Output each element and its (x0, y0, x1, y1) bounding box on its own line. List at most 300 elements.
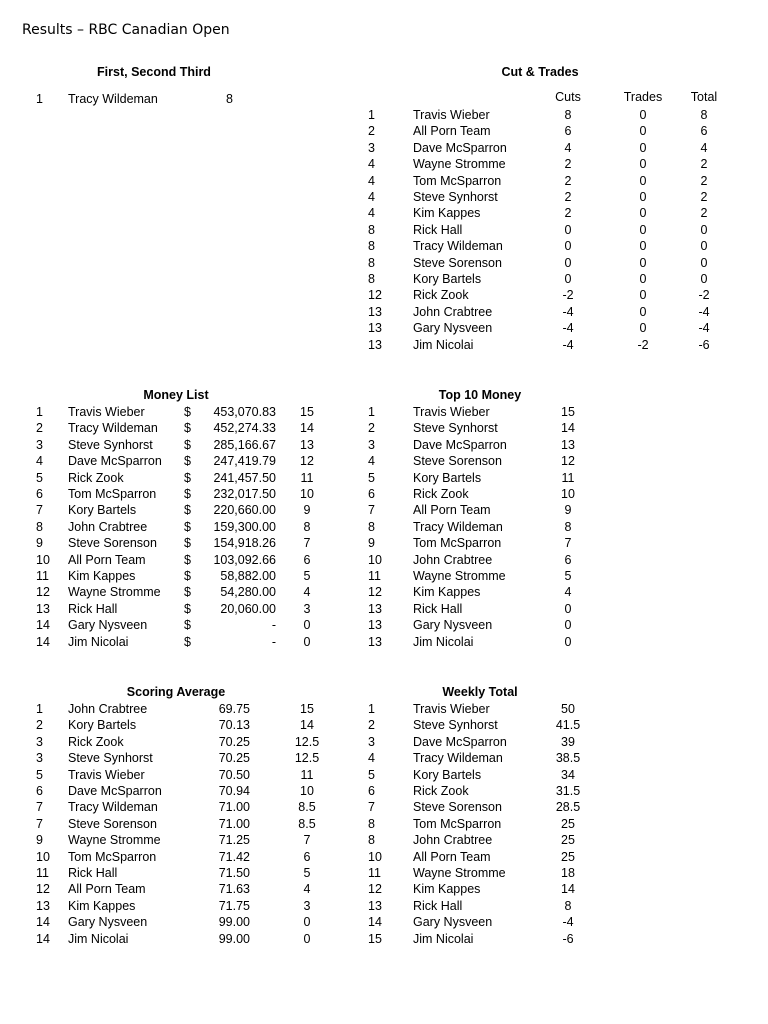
cell-points: 5 (303, 866, 311, 880)
cell-points: 14 (300, 718, 314, 733)
cell-points: 8.5 (298, 800, 316, 815)
cell-currency: $ (184, 454, 191, 469)
cell-rank: 11 (368, 569, 381, 583)
cell-points: 10 (300, 784, 314, 798)
cell-average: 71.50 (218, 866, 250, 880)
cell-rank: 13 (36, 601, 50, 616)
cell-trades: -2 (637, 337, 649, 352)
cell-total: 6 (700, 124, 708, 139)
cell-name: Tracy Wildeman (68, 421, 158, 436)
cell-rank: 4 (368, 173, 375, 188)
cell-name: Steve Sorenson (413, 454, 502, 469)
cell-points: 5 (564, 569, 572, 583)
cell-points: 4 (303, 585, 311, 600)
cell-average: 99.00 (218, 915, 250, 930)
cell-trades: 0 (639, 206, 647, 221)
cell-points: 11 (300, 470, 314, 485)
cell-total: 0 (700, 272, 708, 286)
cell-name: Rick Hall (413, 601, 463, 616)
cell-rank: 8 (368, 519, 375, 534)
cell-rank: 7 (36, 816, 43, 831)
cell-points: 15 (300, 405, 314, 419)
cell-name: All Porn Team (413, 124, 491, 139)
cell-rank: 8 (368, 816, 375, 831)
cell-name: Rick Zook (413, 784, 469, 798)
cell-average: 70.13 (218, 718, 250, 733)
cell-points: 0 (303, 634, 311, 649)
cell-rank: 4 (368, 454, 375, 469)
cell-amount: 232,017.50 (213, 487, 276, 501)
cell-points: 6 (303, 849, 311, 864)
cell-trades: 0 (639, 157, 647, 172)
cell-total: 41.5 (555, 718, 581, 733)
cell-rank: 12 (368, 288, 382, 303)
cell-amount: - (271, 634, 276, 649)
cell-total: -4 (562, 915, 574, 930)
cell-amount: 103,092.66 (213, 552, 276, 567)
cell-points: 0 (564, 618, 572, 633)
cell-rank: 14 (36, 931, 50, 946)
cell-points: 10 (561, 487, 575, 501)
cell-average: 71.25 (218, 833, 250, 848)
cell-rank: 1 (368, 108, 375, 122)
cell-average: 70.94 (218, 784, 250, 798)
cell-trades: 0 (639, 222, 647, 237)
cut-trades-title: Cut & Trades (501, 65, 579, 79)
cell-cuts: 8 (564, 108, 572, 122)
cell-name: Travis Wieber (413, 108, 490, 122)
cell-points: 15 (300, 702, 314, 716)
cell-trades: 0 (639, 173, 647, 188)
cell-points: 3 (303, 898, 311, 913)
cell-rank: 13 (368, 337, 382, 352)
money-list-title: Money List (143, 388, 209, 402)
cell-name: Tom McSparron (413, 536, 502, 551)
cell-name: Jim Nicolai (413, 634, 474, 649)
cell-average: 70.25 (218, 751, 250, 766)
cell-rank: 1 (368, 702, 375, 716)
cell-name: Travis Wieber (413, 405, 490, 419)
cell-trades: 0 (639, 108, 647, 122)
cell-average: 70.25 (218, 734, 250, 749)
cell-trades: 0 (639, 140, 647, 155)
cell-average: 70.50 (218, 767, 250, 782)
cell-amount: 247,419.79 (213, 454, 276, 469)
cell-name: Steve Synhorst (68, 751, 153, 766)
cell-points: 12.5 (294, 751, 320, 766)
cell-points: 7 (303, 536, 311, 551)
cell-cuts: 6 (564, 124, 572, 139)
cell-cuts: 2 (564, 157, 572, 172)
cell-total: 2 (700, 157, 708, 172)
cell-rank: 2 (368, 421, 375, 436)
cell-rank: 5 (36, 470, 43, 485)
cell-rank: 8 (36, 519, 43, 534)
cell-currency: $ (184, 601, 191, 616)
cell-name: John Crabtree (413, 304, 493, 319)
cell-points: 7 (564, 536, 572, 551)
cell-name: Dave McSparron (413, 734, 507, 749)
cell-rank: 12 (36, 585, 50, 600)
scoring-average-title: Scoring Average (126, 685, 226, 699)
cell-amount: 159,300.00 (213, 519, 276, 534)
cell-cuts: 2 (564, 173, 572, 188)
cell-average: 71.63 (218, 882, 250, 897)
cell-points: 11 (561, 470, 575, 485)
cell-trades: 0 (639, 321, 647, 336)
cell-currency: $ (184, 618, 191, 633)
cell-total: -2 (698, 288, 710, 303)
cell-name: Dave McSparron (68, 784, 162, 798)
cell-name: Wayne Stromme (68, 585, 161, 600)
cell-total: 2 (700, 190, 708, 204)
cell-total: 31.5 (555, 784, 581, 798)
cell-currency: $ (184, 487, 191, 501)
cell-name: All Porn Team (68, 882, 146, 897)
cell-amount: 54,280.00 (220, 585, 276, 600)
cell-name: Tracy Wildeman (68, 92, 158, 106)
cell-name: Travis Wieber (413, 702, 490, 716)
cell-total: 25 (561, 833, 575, 848)
cell-name: Steve Sorenson (68, 536, 157, 551)
cell-points: 4 (564, 585, 572, 600)
cell-total: 25 (561, 816, 575, 831)
cell-points: 5 (303, 569, 311, 583)
cell-total: 18 (561, 866, 575, 880)
cell-currency: $ (184, 437, 191, 452)
cell-amount: 241,457.50 (213, 470, 276, 485)
cell-rank: 13 (368, 634, 382, 649)
cell-name: Wayne Stromme (413, 569, 506, 583)
total-column-header: Total (690, 90, 718, 104)
cell-name: Tom McSparron (413, 816, 502, 831)
cell-rank: 2 (36, 718, 43, 733)
cell-points: 13 (561, 437, 575, 452)
cell-total: -6 (698, 337, 710, 352)
cell-cuts: 2 (564, 190, 572, 204)
cell-name: John Crabtree (68, 702, 148, 716)
cell-name: Kim Kappes (68, 898, 136, 913)
cell-points: 4 (303, 882, 311, 897)
cell-points: 0 (303, 618, 311, 633)
cell-rank: 11 (36, 866, 49, 880)
cell-rank: 2 (368, 718, 375, 733)
cell-total: 8 (700, 108, 708, 122)
cell-name: Rick Zook (68, 734, 124, 749)
cell-name: Steve Sorenson (413, 800, 502, 815)
cell-name: Gary Nysveen (68, 618, 148, 633)
cell-name: Kory Bartels (413, 272, 482, 286)
cell-name: Gary Nysveen (413, 618, 493, 633)
cell-rank: 7 (36, 800, 43, 815)
cell-cuts: 4 (564, 140, 572, 155)
trades-column-header: Trades (623, 90, 663, 104)
cell-trades: 0 (639, 124, 647, 139)
cell-points: 6 (303, 552, 311, 567)
cell-name: Dave McSparron (68, 454, 162, 469)
cell-rank: 12 (36, 882, 50, 897)
cell-rank: 13 (368, 601, 382, 616)
cell-name: Wayne Stromme (68, 833, 161, 848)
cell-rank: 6 (368, 784, 375, 798)
cell-average: 71.75 (218, 898, 250, 913)
cell-total: 34 (561, 767, 575, 782)
cell-rank: 12 (368, 585, 382, 600)
cell-points: 12.5 (294, 734, 320, 749)
cell-points: 8 (303, 519, 311, 534)
cell-rank: 4 (36, 454, 43, 469)
cell-rank: 14 (368, 915, 382, 930)
cell-amount: 220,660.00 (213, 503, 276, 518)
cell-points: 0 (303, 915, 311, 930)
cell-points: 15 (561, 405, 575, 419)
cell-name: Jim Nicolai (413, 337, 474, 352)
cell-rank: 6 (36, 487, 43, 501)
cell-average: 99.00 (218, 931, 250, 946)
cell-name: Kim Kappes (413, 206, 481, 221)
cell-average: 71.42 (218, 849, 250, 864)
cell-amount: - (271, 618, 276, 633)
cell-currency: $ (184, 569, 191, 583)
cell-rank: 8 (368, 222, 375, 237)
cell-average: 71.00 (218, 816, 250, 831)
cell-name: Gary Nysveen (413, 321, 493, 336)
cell-rank: 13 (368, 304, 382, 319)
cell-trades: 0 (639, 190, 647, 204)
cell-cuts: 2 (564, 206, 572, 221)
cell-name: Rick Zook (68, 470, 124, 485)
cell-cuts: -2 (562, 288, 574, 303)
cell-amount: 58,882.00 (220, 569, 276, 583)
cell-rank: 11 (368, 866, 381, 880)
cell-rank: 5 (368, 767, 375, 782)
cell-rank: 14 (36, 634, 50, 649)
page-title: Results – RBC Canadian Open (22, 22, 230, 38)
cell-rank: 7 (36, 503, 43, 518)
cell-rank: 9 (36, 536, 43, 551)
cell-name: Tracy Wildeman (413, 751, 503, 766)
cell-points: 0 (564, 601, 572, 616)
cell-currency: $ (184, 519, 191, 534)
cell-name: Steve Synhorst (68, 437, 153, 452)
cell-name: Kim Kappes (68, 569, 136, 583)
cell-rank: 6 (368, 487, 375, 501)
cell-points: 12 (300, 454, 314, 469)
cell-currency: $ (184, 536, 191, 551)
cell-cuts: -4 (562, 304, 574, 319)
cell-total: 4 (700, 140, 708, 155)
cuts-column-header: Cuts (555, 90, 581, 104)
cell-total: 14 (561, 882, 575, 897)
cell-trades: 0 (639, 255, 647, 270)
cell-currency: $ (184, 470, 191, 485)
cell-rank: 13 (368, 618, 382, 633)
cell-rank: 4 (368, 190, 375, 204)
cell-trades: 0 (639, 239, 647, 254)
cell-rank: 3 (36, 751, 43, 766)
cell-name: All Porn Team (68, 552, 146, 567)
cell-total: 50 (561, 702, 575, 716)
cell-rank: 13 (368, 321, 382, 336)
cell-points: 12 (561, 454, 575, 469)
cell-rank: 3 (36, 437, 43, 452)
cell-rank: 14 (36, 915, 50, 930)
cell-name: Kim Kappes (413, 882, 481, 897)
cell-cuts: -4 (562, 321, 574, 336)
cell-cuts: 0 (564, 272, 572, 286)
cell-currency: $ (184, 552, 191, 567)
cell-rank: 13 (36, 898, 50, 913)
cell-name: Steve Synhorst (413, 718, 498, 733)
cell-rank: 9 (368, 536, 375, 551)
cell-points: 9 (564, 503, 572, 518)
first-second-third-title: First, Second Third (97, 65, 211, 79)
cell-points: 10 (300, 487, 314, 501)
cell-amount: 453,070.83 (213, 405, 276, 419)
cell-name: All Porn Team (413, 503, 491, 518)
cell-total: 0 (700, 255, 708, 270)
cell-rank: 6 (36, 784, 43, 798)
cell-rank: 4 (368, 206, 375, 221)
cell-points: 8 (226, 92, 233, 106)
cell-total: 0 (700, 239, 708, 254)
cell-average: 69.75 (218, 702, 250, 716)
cell-amount: 285,166.67 (213, 437, 276, 452)
cell-trades: 0 (639, 288, 647, 303)
cell-rank: 3 (368, 140, 375, 155)
cell-rank: 14 (36, 618, 50, 633)
cell-points: 3 (303, 601, 311, 616)
cell-total: 25 (561, 849, 575, 864)
cell-name: Rick Zook (413, 288, 469, 303)
cell-points: 9 (303, 503, 311, 518)
cell-name: Tracy Wildeman (68, 800, 158, 815)
cell-currency: $ (184, 421, 191, 436)
cell-name: Steve Sorenson (68, 816, 157, 831)
cell-rank: 5 (36, 767, 43, 782)
cell-rank: 1 (36, 702, 43, 716)
cell-cuts: 0 (564, 255, 572, 270)
cell-name: Tom McSparron (68, 487, 157, 501)
cell-name: Rick Hall (68, 601, 118, 616)
cell-currency: $ (184, 585, 191, 600)
cell-rank: 13 (368, 898, 382, 913)
cell-rank: 3 (368, 437, 375, 452)
cell-points: 7 (303, 833, 311, 848)
cell-name: Gary Nysveen (413, 915, 493, 930)
cell-rank: 10 (36, 849, 50, 864)
cell-name: Dave McSparron (413, 140, 507, 155)
cell-total: -4 (698, 321, 710, 336)
cell-currency: $ (184, 503, 191, 518)
cell-name: Steve Synhorst (413, 421, 498, 436)
cell-name: Rick Hall (413, 898, 463, 913)
cell-rank: 7 (368, 800, 375, 815)
cell-rank: 11 (36, 569, 49, 583)
cell-rank: 7 (368, 503, 375, 518)
cell-total: 2 (700, 206, 708, 221)
cell-name: Rick Hall (413, 222, 463, 237)
cell-cuts: -4 (562, 337, 574, 352)
cell-points: 0 (303, 931, 311, 946)
cell-name: Tracy Wildeman (413, 519, 503, 534)
cell-name: Tom McSparron (68, 849, 157, 864)
cell-points: 14 (561, 421, 575, 436)
cell-rank: 5 (368, 470, 375, 485)
cell-points: 6 (564, 552, 572, 567)
cell-name: Jim Nicolai (413, 931, 474, 946)
cell-name: Rick Zook (413, 487, 469, 501)
cell-average: 71.00 (218, 800, 250, 815)
weekly-total-title: Weekly Total (442, 685, 518, 699)
cell-total: -6 (562, 931, 574, 946)
cell-points: 8.5 (298, 816, 316, 831)
cell-name: Rick Hall (68, 866, 118, 880)
cell-rank: 3 (36, 734, 43, 749)
cell-name: John Crabtree (413, 552, 493, 567)
cell-rank: 10 (368, 552, 382, 567)
cell-trades: 0 (639, 304, 647, 319)
cell-name: John Crabtree (413, 833, 493, 848)
cell-rank: 15 (368, 931, 382, 946)
cell-rank: 8 (368, 255, 375, 270)
cell-name: Dave McSparron (413, 437, 507, 452)
cell-points: 14 (300, 421, 314, 436)
cell-rank: 8 (368, 239, 375, 254)
cell-name: Tracy Wildeman (413, 239, 503, 254)
cell-rank: 1 (368, 405, 375, 419)
cell-name: Gary Nysveen (68, 915, 148, 930)
cell-currency: $ (184, 634, 191, 649)
cell-total: 39 (561, 734, 575, 749)
cell-rank: 4 (368, 157, 375, 172)
cell-name: Travis Wieber (68, 405, 145, 419)
top10-money-title: Top 10 Money (438, 388, 522, 402)
cell-rank: 1 (36, 405, 43, 419)
cell-rank: 3 (368, 734, 375, 749)
cell-name: Wayne Stromme (413, 866, 506, 880)
cell-name: John Crabtree (68, 519, 148, 534)
cell-rank: 12 (368, 882, 382, 897)
cell-rank: 8 (368, 833, 375, 848)
cell-rank: 10 (36, 552, 50, 567)
cell-rank: 4 (368, 751, 375, 766)
cell-total: 28.5 (555, 800, 581, 815)
cell-amount: 452,274.33 (213, 421, 276, 436)
cell-name: Kory Bartels (68, 503, 137, 518)
cell-name: Travis Wieber (68, 767, 145, 782)
cell-name: Jim Nicolai (68, 634, 129, 649)
cell-rank: 2 (36, 421, 43, 436)
cell-rank: 8 (368, 272, 375, 286)
cell-total: -4 (698, 304, 710, 319)
cell-rank: 1 (36, 92, 43, 106)
cell-cuts: 0 (564, 222, 572, 237)
cell-name: All Porn Team (413, 849, 491, 864)
cell-name: Kory Bartels (413, 767, 482, 782)
cell-name: Wayne Stromme (413, 157, 506, 172)
cell-cuts: 0 (564, 239, 572, 254)
cell-rank: 2 (368, 124, 375, 139)
cell-name: Kory Bartels (68, 718, 137, 733)
cell-points: 11 (300, 767, 314, 782)
cell-points: 13 (300, 437, 314, 452)
cell-name: Steve Synhorst (413, 190, 498, 204)
cell-name: Steve Sorenson (413, 255, 502, 270)
cell-rank: 9 (36, 833, 43, 848)
cell-amount: 20,060.00 (220, 601, 276, 616)
cell-name: Jim Nicolai (68, 931, 129, 946)
